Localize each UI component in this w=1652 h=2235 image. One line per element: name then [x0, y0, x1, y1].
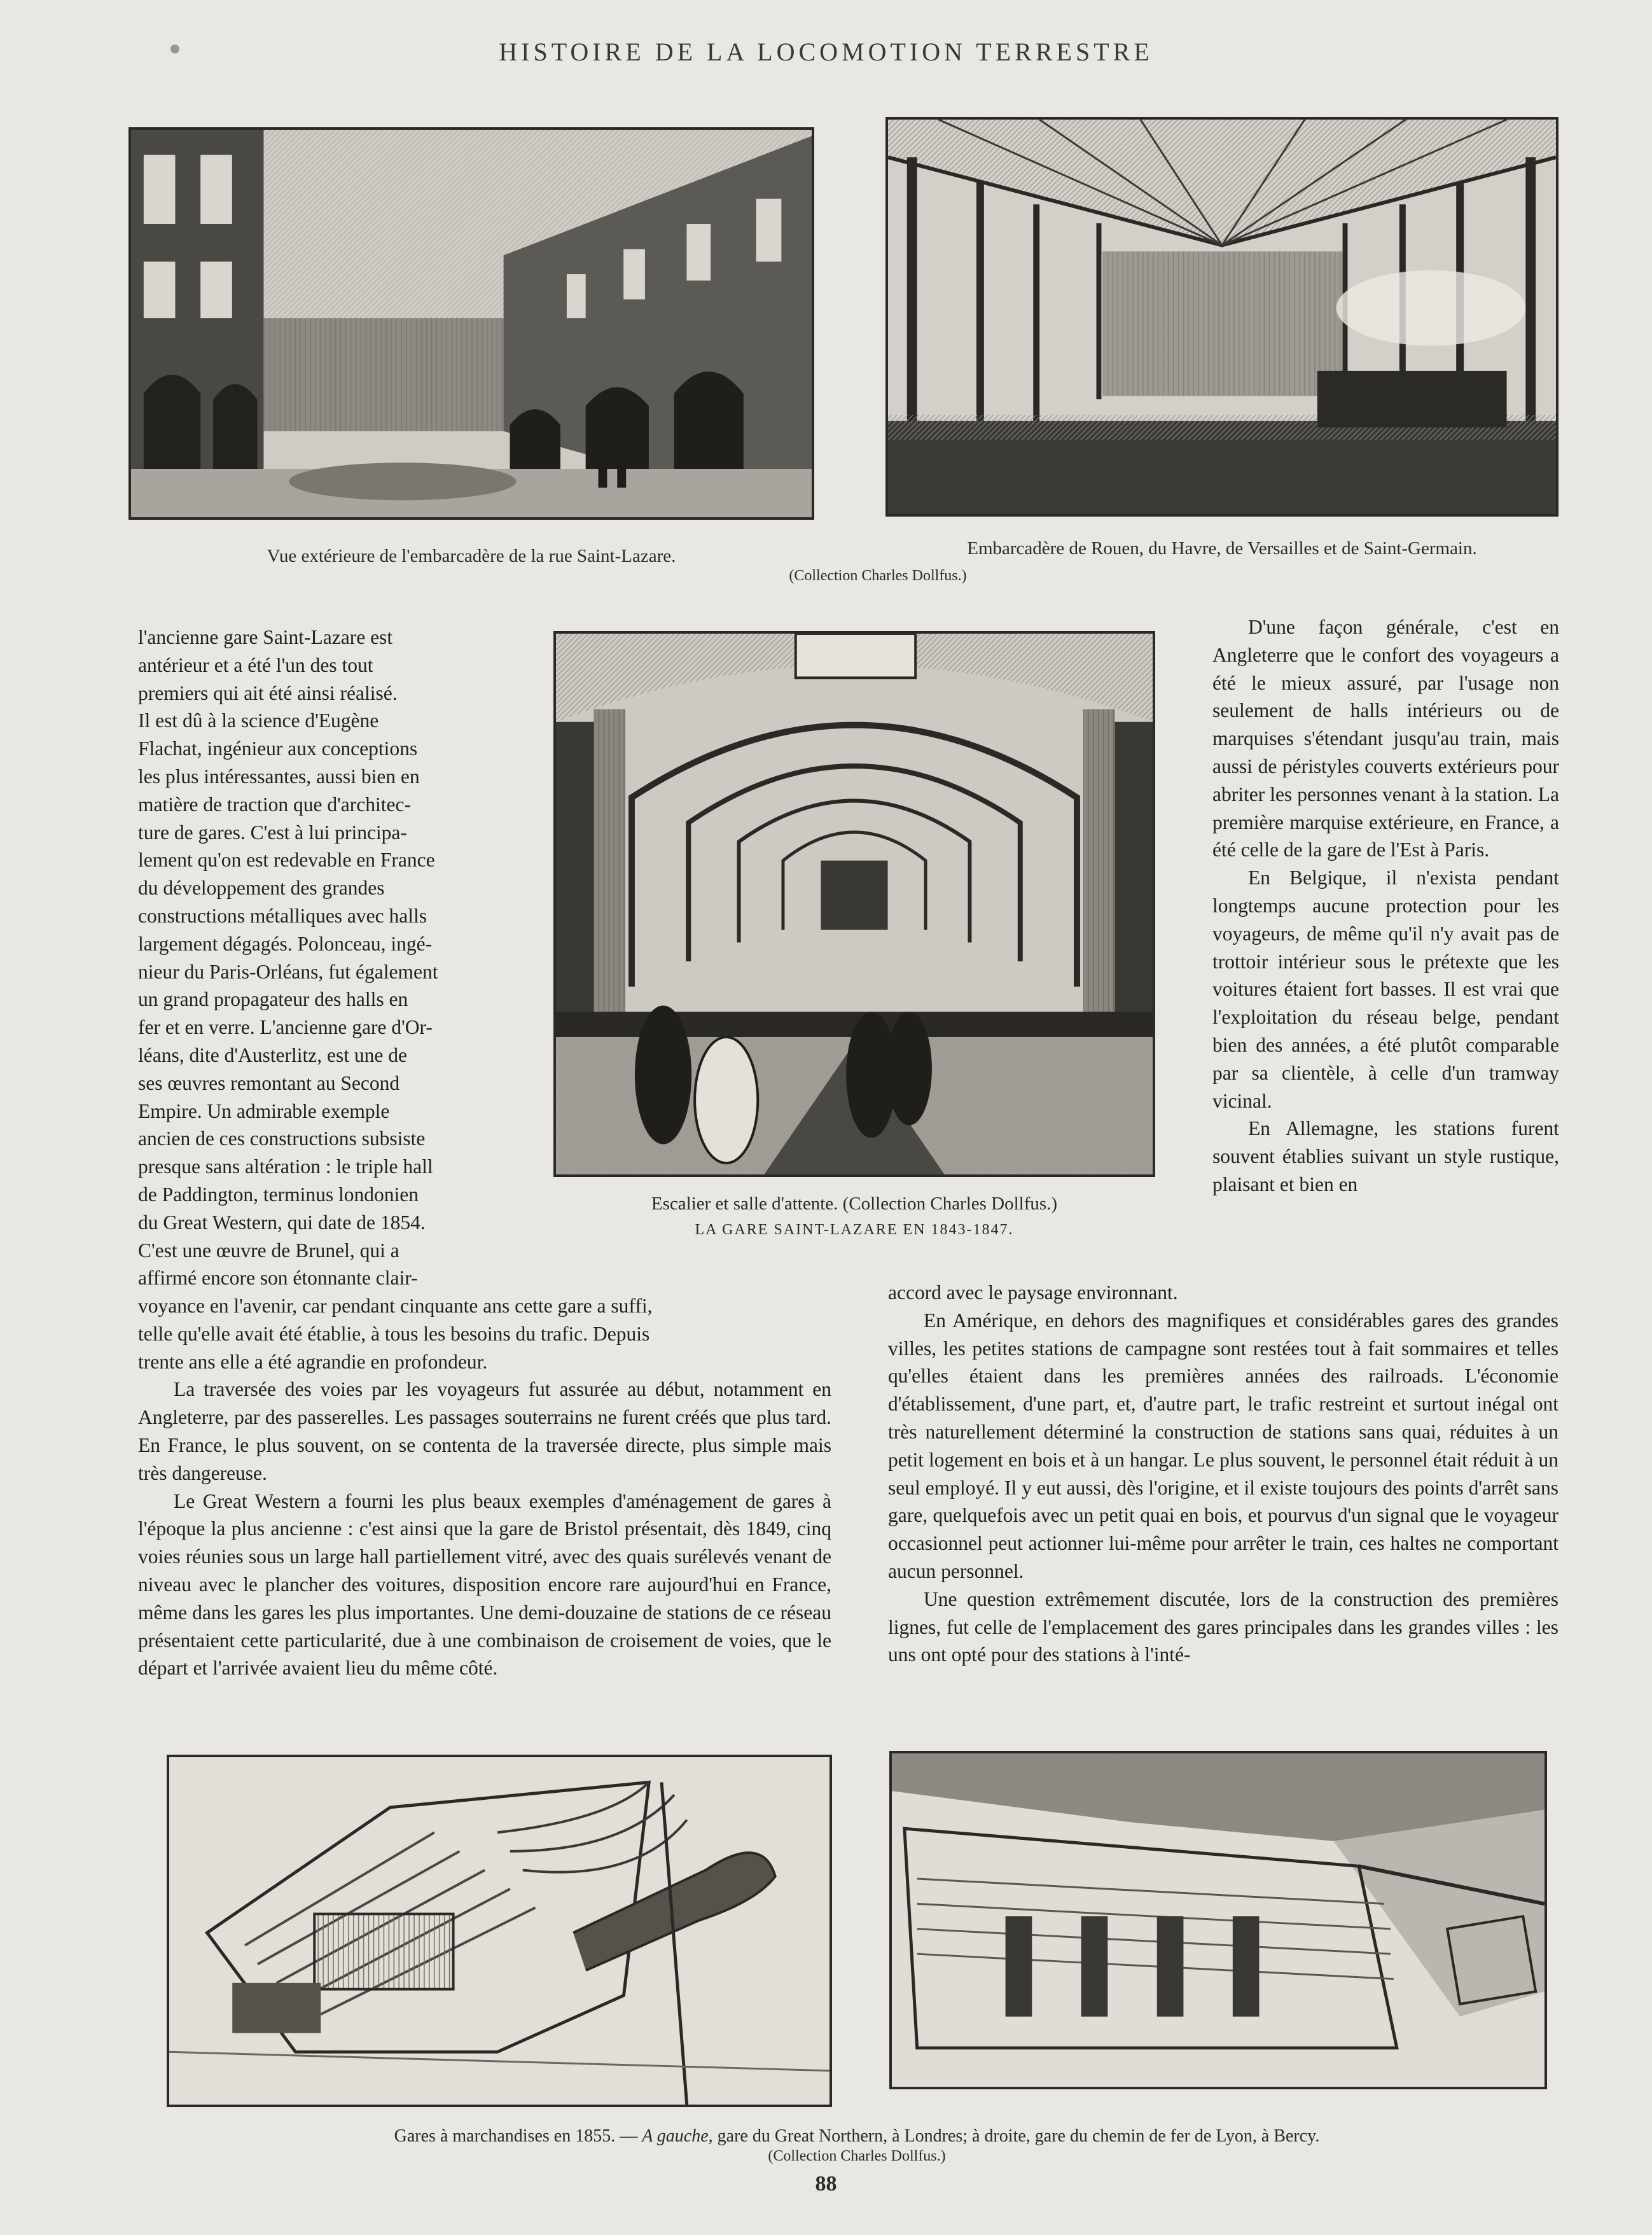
left-line-8: lement qu'on est redevable en France	[138, 849, 435, 872]
left-cont-line-1: telle qu'elle avait été établie, à tous les besoins du trafic. Depuis	[138, 1322, 650, 1345]
left-line-19: presque sans altération : le triple hall	[138, 1155, 433, 1178]
left-line-10: constructions métalliques avec halls	[138, 904, 427, 927]
left-line-13: un grand propagateur des halls en	[138, 988, 408, 1011]
left-line-14: fer et en verre. L'ancienne gare d'Or-	[138, 1016, 433, 1039]
left-line-7: ture de gares. C'est à lui principa-	[138, 821, 407, 844]
caption-bottom-italic: A gauche,	[642, 2126, 713, 2146]
right-column-narrow	[1212, 613, 1559, 1199]
left-column-wide	[138, 1292, 831, 1682]
left-line-21: du Great Western, qui date de 1854.	[138, 1211, 426, 1234]
map-bercy-lyon	[889, 1751, 1547, 2089]
left-cont-line-2: trente ans elle a été agrandie en profondeur.	[138, 1350, 488, 1373]
engraving-staircase-waiting-room	[553, 631, 1155, 1177]
left-line-18: ancien de ces constructions subsiste	[138, 1127, 426, 1150]
right-paragraph-3: En Allemagne, les stations furent souvent établies suivant un style rustique, plaisant et bien en	[1212, 1117, 1559, 1195]
engraving-exterior-saint-lazare	[128, 127, 814, 520]
left-line-3: Il est dû à la science d'Eugène	[138, 709, 379, 732]
caption-center-title: LA GARE SAINT-LAZARE EN 1843-1847.	[695, 1222, 1014, 1238]
engraving-embarcadere-rouen	[885, 117, 1558, 517]
left-cont-line-0: voyance en l'avenir, car pendant cinquante ans cette gare a suffi,	[138, 1295, 653, 1317]
right-paragraph-4: En Amérique, en dehors des magnifiques et considérables gares des grandes villes, les petites stations de campagne sont restées tout à fait sommaires et telles qu'elles étaient dans les premières années des railroads. L'économie d'établissement, d'une part, et, d'autre part, le trafic restreint et surtout inégal ont très naturellement déterminé la construction de stations sans quai, réduites à un petit logement en bois et à un hangar. Le plus souvent, le personnel était réduit à un seul employé. Il y eut aussi, dès l'origine, et il existe toujours des points d'arrêt sans gare, quelquefois avec un petit quai en bois, et pourvus d'un signal que le voyageur occasionnel peut actionner lui-même pour arrêter le train, ces haltes ne comportant aucun personnel.	[888, 1309, 1558, 1582]
left-line-16: ses œuvres remontant au Second	[138, 1071, 400, 1094]
left-line-22: C'est une œuvre de Brunel, qui a	[138, 1239, 399, 1262]
page-number: 88	[815, 2172, 837, 2196]
caption-top-credit: (Collection Charles Dollfus.)	[789, 567, 967, 584]
left-line-20: de Paddington, terminus londonien	[138, 1183, 419, 1206]
left-line-6: matière de traction que d'architec-	[138, 793, 411, 816]
left-paragraph-3: Le Great Western a fourni les plus beaux exemples d'aménagement de gares à l'époque la plus ancienne : c'est ainsi que la gare de Bristol présentait, dès 1849, cinq voies réunies sous un large hall partiellement vitré, avec des quais surélevés venant de niveau avec le plancher des voitures, disposition encore rare aujourd'hui en France, même dans les gares les plus importantes. Une demi-douzaine de stations de ce réseau présentaient cette particularité, due à une combinaison de croisement de voies, que le départ et l'arrivée avaient lieu du même côté.	[138, 1489, 831, 1680]
caption-bottom	[167, 2126, 1547, 2147]
right-paragraph-1: D'une façon générale, c'est en Angleterre que le confort des voyageurs a été le mieux assuré, par l'usage non seulement de halls intérieurs ou de marquises s'étendant jusqu'au train, mais aussi de péristyles couverts extérieurs pour abriter les personnes venant à la station. La première marquise extérieure, en France, a été celle de la gare de l'Est à Paris.	[1212, 616, 1559, 861]
left-line-1: antérieur et a été l'un des tout	[138, 653, 373, 676]
left-line-4: Flachat, ingénieur aux conceptions	[138, 737, 418, 760]
left-paragraph-2: La traversée des voies par les voyageurs fut assurée au début, notamment en Angleterre, par des passerelles. Les passages souterrains ne furent créés que plus tard. En France, le plus souvent, on se contenta de la traversée directe, plus simple mais très dangereuse.	[138, 1378, 831, 1484]
left-line-9: du développement des grandes	[138, 877, 385, 900]
left-line-23: affirmé encore son étonnante clair-	[138, 1267, 418, 1290]
caption-top-left: Vue extérieure de l'embarcadère de la rue Saint-Lazare.	[267, 546, 676, 566]
right-column-wide	[888, 1279, 1558, 1669]
running-title: HISTOIRE DE LA LOCOMOTION TERRESTRE	[499, 38, 1153, 66]
caption-bottom-credit: (Collection Charles Dollfus.)	[768, 2148, 946, 2164]
left-line-11: largement dégagés. Polonceau, ingé-	[138, 932, 433, 955]
left-line-17: Empire. Un admirable exemple	[138, 1099, 390, 1122]
caption-center: Escalier et salle d'attente. (Collection Charles Dollfus.)	[651, 1194, 1058, 1214]
left-line-5: les plus intéressantes, aussi bien en	[138, 765, 420, 788]
caption-bottom-end: gare du Great Northern, à Londres; à droite, gare du chemin de fer de Lyon, à Bercy.	[712, 2126, 1320, 2146]
caption-top-right: Embarcadère de Rouen, du Havre, de Versailles et de Saint-Germain.	[967, 538, 1477, 559]
caption-bottom-start: Gares à marchandises en 1855. —	[394, 2126, 642, 2146]
left-line-12: nieur du Paris-Orléans, fut également	[138, 960, 438, 983]
left-column-narrow	[138, 623, 503, 1292]
right-p3-continuation: accord avec le paysage environnant.	[888, 1281, 1178, 1304]
left-line-2: premiers qui ait été ainsi réalisé.	[138, 681, 398, 704]
map-great-northern-london	[167, 1755, 832, 2107]
right-paragraph-2: En Belgique, il n'exista pendant longtemps aucune protection pour les voyageurs, de même qu'il n'y avait pas de trottoir intérieur sous le prétexte que les voitures étaient fort basses. Il est vrai que l'exploitation du réseau belge, pendant bien des années, a été plutôt comparable par sa clientèle, à celle d'un tramway vicinal.	[1212, 867, 1559, 1112]
left-line-15: léans, dite d'Austerlitz, est une de	[138, 1043, 407, 1066]
left-line-0: l'ancienne gare Saint-Lazare est	[138, 626, 393, 648]
right-paragraph-5: Une question extrêmement discutée, lors de la construction des premières lignes, fut celle de l'emplacement des gares principales dans les grandes villes : les uns ont opté pour des stations à l'inté-	[888, 1587, 1558, 1666]
